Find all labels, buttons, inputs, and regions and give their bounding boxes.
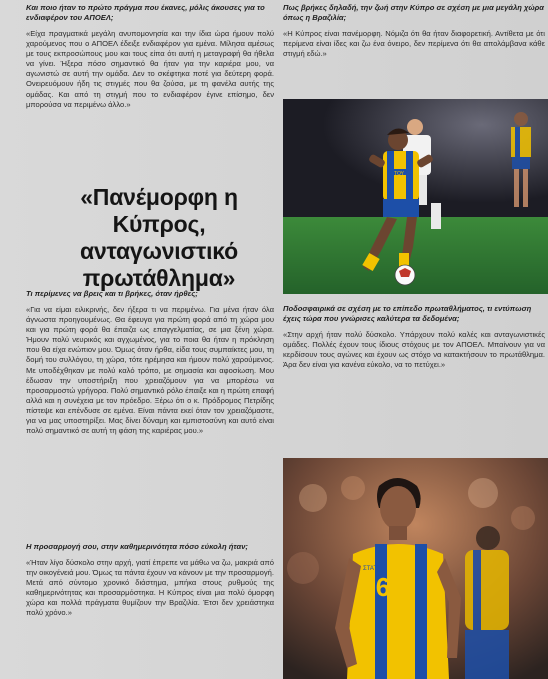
answer-3: «Ήταν λίγο δύσκολο στην αρχή, γιατί έπρεπε να μάθω να ζω, μακριά από την οικογένειά μου. Όμως τα πάντα έχουν να κάνουν με την προσαρμογή. Μετά από σύντομο χρονικό διάστημα, μπήκα στους ρυθμούς της καθημερινότητας και προσαρμόστηκα. Η Κύπρος είναι μια πολύ όμορφη χώρα και πολλά πράγματα θυμίζουν την Βραζιλία. Έτσι δεν χρειάστηκα πολύ χρόνο.» (26, 558, 274, 618)
jersey-sponsor-text-2: ΣΤΑΤΙ (363, 566, 379, 572)
answer-5: «Στην αρχή ήταν πολύ δύσκολο. Υπάρχουν πολύ καλές και ανταγωνιστικές ομάδες. Πολλές έχουν τους ίδιους στόχους με τον ΑΠΟΕΛ. Μπαίνουν για να κερδίσουν τους αγώνες και έχουν ως στόχο να κατακτήσουν το πρωτάθλημα. Άρα δεν είναι για κανένα εύκολο, να το πετύχει.» (283, 330, 545, 370)
match-action-photo (283, 99, 548, 294)
pull-quote: «Πανέμορφη η Κύπρος, ανταγωνιστικό πρωτάθλημα» (80, 184, 238, 291)
question-5: Ποδοσφαιρικά σε σχέση με το επίπεδο πρωταθλήματος, τι εντύπωση έχεις τώρα που γνώρισες καλύτερα τα δεδομένα; (283, 304, 532, 323)
question-3: Η προσαρμογή σου, στην καθημερινότητα πόσο εύκολη ήταν; (26, 542, 248, 551)
answer-1: «Είχα πραγματικά μεγάλη ανυπομονησία και την ίδια ώρα ήμουν πολύ χαρούμενος που ο ΑΠΟΕΛ έδειξε ενδιαφέρον για εμένα. Μίλησα αμέσως με τους εκπροσώπους μου και τους είπα ότι αυτή η μεταγραφή θα ήθελα να γίνει. Ήξερα πόσο σημαντικό θα ήταν για την καριέρα μου, να αγωνιστώ σε αυτή την ομάδα. Δεν το σκέφτηκα ποτέ για δεύτερη φορά. Ονειρευόμουν ήδη τις στιγμές που θα ζούσα, με τη φανέλα αυτής της ομάδας. Και από τη στιγμή που το ενδιαφέρον έγινε επίσημο, δεν μπορούσα να περιμένω άλλο.» (26, 29, 274, 109)
right-column-lower (283, 304, 545, 370)
question-2: Τι περίμενες να βρεις και τι βρήκες, όταν ήρθες; (26, 289, 198, 298)
question-1: Και ποιο ήταν το πρώτο πράγμα που έκανες, μόλις άκουσες για το ενδιαφέρον του ΑΠΟΕΛ; (26, 3, 265, 22)
match-action-illustration (283, 99, 548, 294)
left-column-bottom (26, 542, 274, 619)
jersey-number: 6 (375, 572, 391, 602)
question-4: Πως βρήκες δηλαδή, την ζωή στην Κύπρο σε σχέση με μια μεγάλη χώρα όπως η Βραζιλία; (283, 3, 544, 22)
jersey-sponsor-text: ΤΟΥ (393, 171, 405, 177)
player-portrait-photo (283, 458, 548, 679)
answer-2: «Για να είμαι ειλικρινής, δεν ήξερα τι να περιμένω. Για μένα ήταν όλα άγνωστα προηγουμένως. Θα έφευγα για πρώτη φορά από τη χώρα μου και για πρώτη φορά θα έπαιζα ως επαγγελματίας, σε μια ξένη χώρα. Ήμουν πολύ νευρικός και αγχωμένος, για το ποια θα ήταν η πρόκληση που θα είχα ενώπιον μου. Όμως όταν ήρθα, είδα τους συμπαίκτες μου, τη δομή του συλλόγου, τη χώρα, τότε ηρέμησα και ήμουν πολύ χαρούμενος. Με υποδέχθηκαν με πολύ καλό τρόπο, με σημασία και αφοσίωση. Μου έδωσαν την υποστήριξη που χρειαζόμουν για να μπορέσω να προσαρμοστώ γρήγορα. Πολύ σημαντικό ρόλο έπαιξε και η πρώτη επαφή αλλά και η συνέχεια με τον πρόεδρο. Ξέρω ότι ο κ. Πρόδρομος Πετρίδης πίστεψε και επένδυσε σε εμένα. Είναι πάντα εκεί όταν τον χρειαζόμαστε, για να μας υποστηρίξει. Μας δίνει δύναμη και εμπιστοσύνη και αυτό είναι πολύ σημαντικό σε αυτή τη φάση της καριέρας μου.» (26, 305, 274, 436)
answer-4: «Η Κύπρος είναι πανέμορφη. Νόμιζα ότι θα ήταν διαφορετική. Αντίθετα με ότι περίμενα είναι ίδες και ζω ένα όνειρο, δεν περίμενα ότι θα απολάμβανα κάθε στιγμή εδώ.» (283, 29, 545, 59)
left-column (26, 3, 274, 110)
left-column-lower (26, 289, 274, 436)
right-column (283, 3, 545, 59)
player-portrait-illustration (283, 458, 548, 679)
